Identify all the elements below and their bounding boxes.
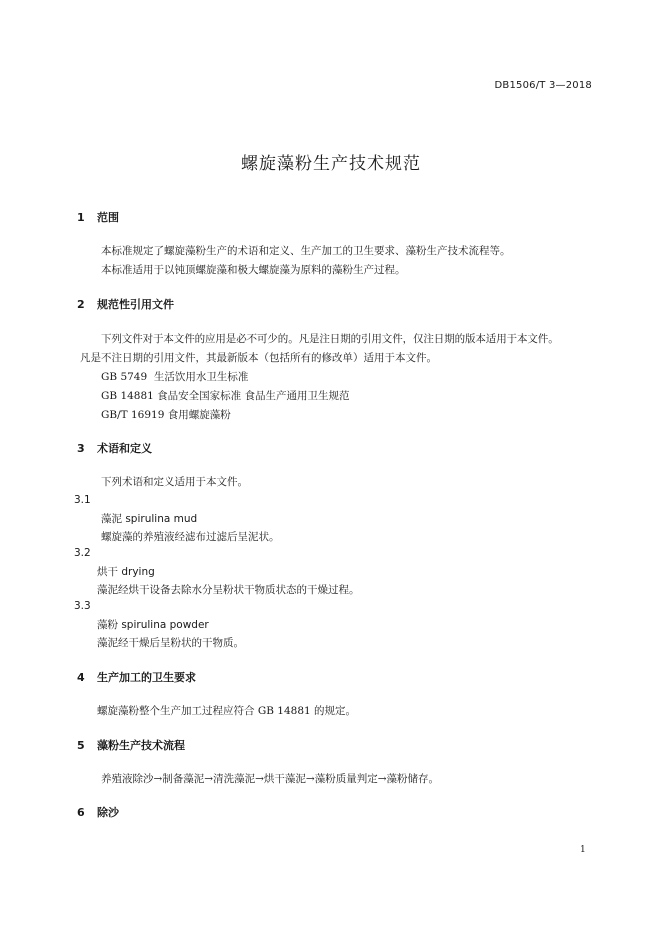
term-definition: 藻泥经干燥后呈粉状的干物质。	[97, 637, 244, 649]
section-1-heading	[77, 209, 119, 225]
term-definition: 藻泥经烘干设备去除水分呈粉状干物质状态的干燥过程。	[97, 584, 360, 596]
section-number: 4	[77, 671, 85, 684]
term-definition: 螺旋藻的养殖液经滤布过滤后呈泥状。	[101, 531, 280, 543]
section-1-paragraph-2: 本标准适用于以钝顶螺旋藻和极大螺旋藻为原料的藻粉生产过程。	[101, 264, 406, 276]
section-6-heading	[77, 804, 119, 820]
section-2-intro-line-2: 凡是不注日期的引用文件，其最新版本（包括所有的修改单）适用于本文件。	[80, 352, 437, 364]
document-title: 螺旋藻粉生产技术规范	[241, 154, 421, 174]
term-name: 藻粉 spirulina powder	[97, 619, 209, 631]
section-1-paragraph-1: 本标准规定了螺旋藻粉生产的术语和定义、生产加工的卫生要求、藻粉生产技术流程等。	[101, 245, 511, 257]
section-number: 6	[77, 806, 85, 819]
section-5-heading	[77, 737, 185, 753]
term-name: 藻泥 spirulina mud	[101, 513, 198, 525]
section-2-intro-line-1: 下列文件对于本文件的应用是必不可少的。凡是注日期的引用文件，仅注日期的版本适用于本文件。	[101, 333, 559, 345]
term-name: 烘干 drying	[97, 566, 155, 578]
section-title: 规范性引用文件	[97, 298, 174, 311]
section-title: 术语和定义	[97, 442, 152, 455]
reference-item: GB 14881 食品安全国家标准 食品生产通用卫生规范	[101, 390, 350, 402]
section-3-heading	[77, 440, 152, 456]
section-title: 除沙	[97, 806, 119, 819]
section-title: 生产加工的卫生要求	[97, 671, 196, 684]
section-title: 范围	[97, 211, 119, 224]
section-number: 3	[77, 442, 85, 455]
term-number: 3.1	[74, 494, 91, 506]
section-4-paragraph: 螺旋藻粉整个生产加工过程应符合 GB 14881 的规定。	[97, 705, 357, 717]
document-number: DB1506/T 3—2018	[494, 80, 592, 91]
term-number: 3.2	[74, 547, 91, 559]
section-2-heading	[77, 296, 174, 312]
page-number: 1	[580, 845, 586, 855]
section-3-intro: 下列术语和定义适用于本文件。	[101, 476, 248, 488]
section-number: 5	[77, 739, 85, 752]
section-4-heading	[77, 669, 196, 685]
section-title: 藻粉生产技术流程	[97, 739, 185, 752]
reference-item: GB 5749 生活饮用水卫生标准	[101, 371, 249, 383]
section-5-paragraph: 养殖液除沙→制备藻泥→清洗藻泥→烘干藻泥→藻粉质量判定→藻粉储存。	[101, 773, 439, 785]
section-number: 2	[77, 298, 85, 311]
section-number: 1	[77, 211, 85, 224]
reference-item: GB/T 16919 食用螺旋藻粉	[101, 409, 231, 421]
term-number: 3.3	[74, 600, 91, 612]
